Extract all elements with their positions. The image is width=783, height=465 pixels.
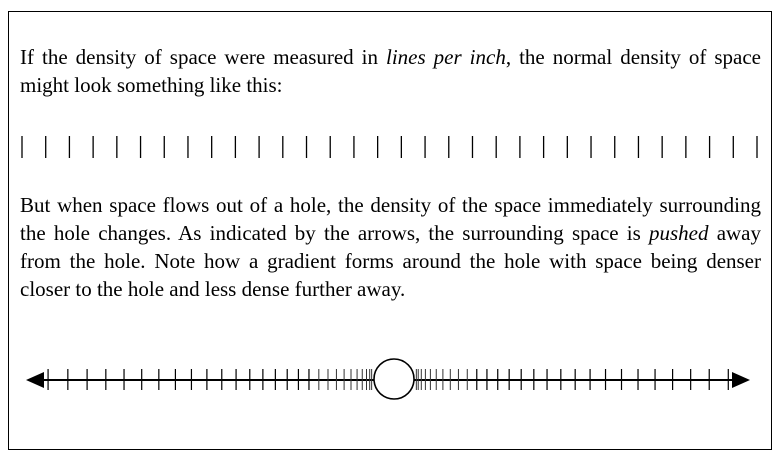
- intro-text-end: , the normal density of space might look something like this:: [20, 45, 761, 97]
- right-arrow-icon: [732, 372, 750, 388]
- hole-circle-icon: [374, 359, 414, 399]
- left-arrow-icon: [26, 372, 44, 388]
- explanation-emphasis: pushed: [649, 221, 709, 245]
- intro-text-start: If the density of space were measured in: [20, 45, 387, 69]
- explanation-text-start: But when space flows out of a hole, the density of the space immediately surrounding the hole changes. As indicated by the arrows, the surrounding space is: [20, 193, 761, 245]
- intro-emphasis: lines per inch: [386, 45, 506, 69]
- gradient-density-line: [26, 359, 750, 399]
- normal-density-ticks: [22, 136, 757, 158]
- explanation-text-end: away from the hole. Note how a gradient forms around the hole with space being denser closer to the hole and less dense further away.: [20, 221, 761, 301]
